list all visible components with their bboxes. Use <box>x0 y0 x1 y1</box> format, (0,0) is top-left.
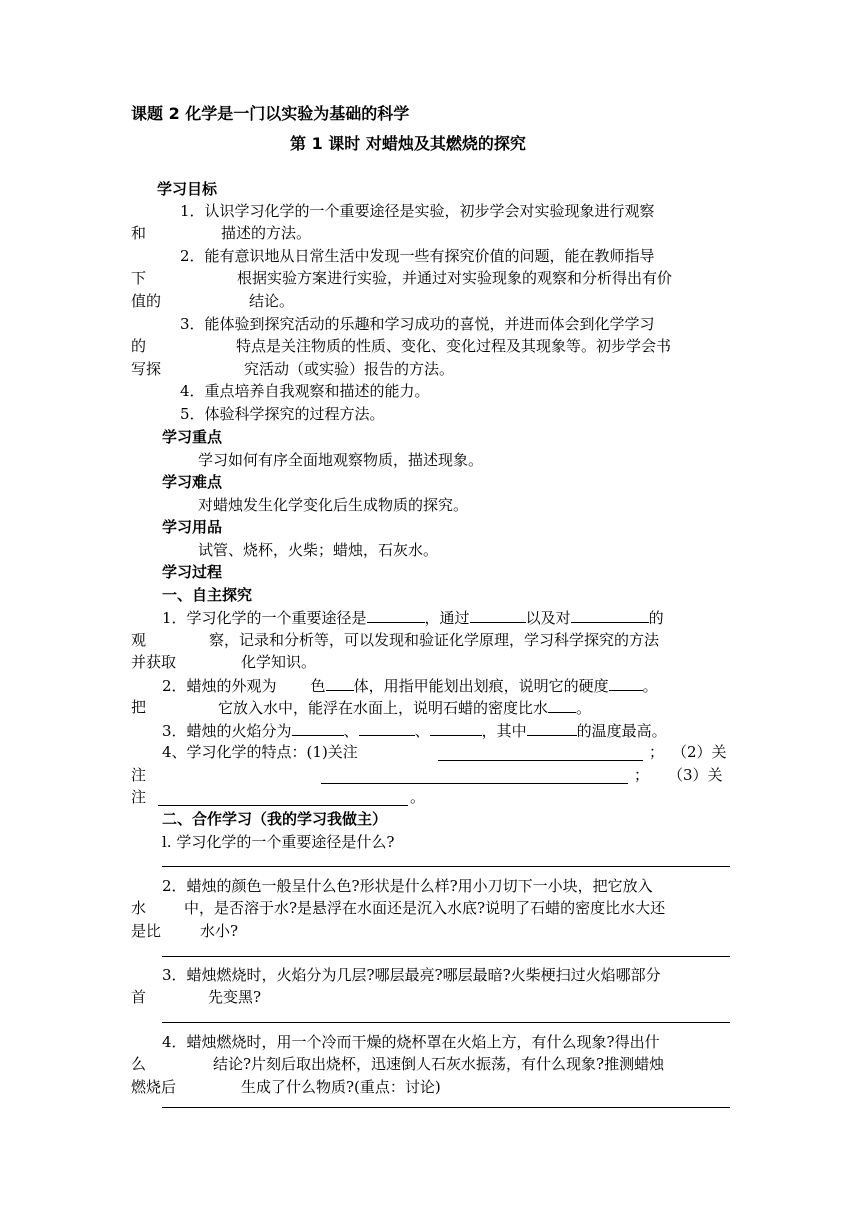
q2-blank-1[interactable] <box>326 674 354 691</box>
coop-question-1: l. 学习化学的一个重要途径是什么? <box>162 833 395 851</box>
q4-label-3: （3）关 <box>668 766 723 784</box>
objective-2-line-3-right: 结论。 <box>249 292 295 310</box>
q3-blank-2[interactable] <box>359 719 415 736</box>
objective-1-line-2-right: 描述的方法。 <box>221 224 312 242</box>
objective-3-line-3-left: 写探 <box>131 360 162 378</box>
question-1-line-1 <box>162 606 664 628</box>
q2-text-5: 它放入水中，能浮在水面上，说明石蜡的密度比水 <box>218 699 549 717</box>
objective-3-line-2-left: 的 <box>131 337 147 355</box>
objective-5: 5．体验科学探究的过程方法。 <box>180 405 385 423</box>
lesson-subtitle: 第 1 课时 对蜡烛及其燃烧的探究 <box>290 134 526 153</box>
materials-heading: 学习用品 <box>162 518 223 536</box>
q3-text-1: 3．蜡烛的火焰分为 <box>162 722 292 740</box>
answer-line-4[interactable] <box>162 1107 730 1108</box>
q3-blank-4[interactable] <box>527 719 577 736</box>
objective-4: 4．重点培养自我观察和描述的能力。 <box>180 382 430 400</box>
coop-question-2-line-2-right: 中，是否溶于水?是悬浮在水面还是沉入水底?说明了石蜡的密度比水大还 <box>184 899 666 917</box>
q4-semicolon-2: ； <box>634 766 650 784</box>
key-points-text: 学习如何有序全面地观察物质，描述现象。 <box>198 451 484 469</box>
q4-period: 。 <box>410 788 426 806</box>
objective-1-line-1: 1．认识学习化学的一个重要途径是实验，初步学会对实验现象进行观察 <box>180 202 655 220</box>
objective-3-line-1: 3．能体验到探究活动的乐趣和学习成功的喜悦，并进而体会到化学学习 <box>180 315 655 333</box>
coop-question-4-line-3-left: 燃烧后 <box>131 1078 177 1096</box>
q4-blank-2[interactable] <box>321 767 628 784</box>
q2-text-1: 2．蜡烛的外观为 <box>162 677 277 695</box>
q3-sep-2: 、 <box>414 722 430 740</box>
objective-1-line-2-left: 和 <box>131 224 147 242</box>
coop-question-4-line-2-right: 结论?片刻后取出烧杯，迅速倒人石灰水振荡，有什么现象?推测蜡烛 <box>213 1055 665 1073</box>
answer-line-3[interactable] <box>162 1022 730 1023</box>
coop-question-2-line-3-right: 水小? <box>200 922 239 940</box>
key-points-heading: 学习重点 <box>162 428 223 446</box>
lesson-title: 课题 2 化学是一门以实验为基础的科学 <box>131 104 410 123</box>
q3-sep-1: 、 <box>343 722 359 740</box>
q2-text-6: 。 <box>576 699 592 717</box>
materials-text: 试管、烧杯，火柴；蜡烛，石灰水。 <box>198 541 439 559</box>
coop-question-4-line-1: 4．蜡烛燃烧时，用一个冷而干燥的烧杯罩在火焰上方，有什么现象?得出什 <box>162 1033 660 1051</box>
q2-text-4: 。 <box>642 677 658 695</box>
q1-blank-1[interactable] <box>367 606 425 623</box>
question-1-line-3-left: 并获取 <box>131 653 177 671</box>
question-2-line-2-right <box>218 696 591 718</box>
coop-question-2-line-3-left: 是比 <box>131 922 162 940</box>
objectives-heading: 学习目标 <box>157 180 218 198</box>
q4-line-2-start: 注 <box>131 766 147 784</box>
q3-text-2: ，其中 <box>481 722 527 740</box>
answer-line-2[interactable] <box>162 956 730 957</box>
q1-text-2: ，通过 <box>424 609 470 627</box>
q2-blank-2[interactable] <box>609 674 643 691</box>
answer-line-1[interactable] <box>162 866 730 867</box>
objective-3-line-3-right: 究活动（或实验）报告的方法。 <box>244 360 455 378</box>
process-heading: 学习过程 <box>162 563 223 581</box>
question-1-line-2-left: 观 <box>131 631 147 649</box>
question-3 <box>162 719 667 741</box>
q2-blank-3[interactable] <box>548 696 576 713</box>
q4-label-2: （2）关 <box>672 743 727 761</box>
coop-question-2-line-2-left: 水 <box>131 899 147 917</box>
q4-semicolon-1: ； <box>649 743 665 761</box>
q1-text-1: 1．学习化学的一个重要途径是 <box>162 609 367 627</box>
q1-text-4: 的 <box>648 609 664 627</box>
question-1-line-2-right: 察，记录和分析等，可以发现和验证化学原理，学习科学探究的方法 <box>209 631 660 649</box>
coop-question-4-line-2-left: 么 <box>131 1055 147 1073</box>
q1-blank-2[interactable] <box>470 606 526 623</box>
q4-line-3-start: 注 <box>131 788 147 806</box>
q3-blank-1[interactable] <box>292 719 344 736</box>
question-1-line-3-right: 化学知识。 <box>241 653 317 671</box>
difficulty-heading: 学习难点 <box>162 473 223 491</box>
q4-blank-3[interactable] <box>158 789 408 806</box>
q1-text-3: 以及对 <box>525 609 571 627</box>
q2-text-3: 体，用指甲能划出划痕，说明它的硬度 <box>353 677 609 695</box>
objective-3-line-2-right: 特点是关注物质的性质、变化、变化过程及其现象等。初步学会书 <box>236 337 672 355</box>
q3-text-3: 的温度最高。 <box>576 722 667 740</box>
objective-2-line-2-left: 下 <box>131 269 147 287</box>
coop-question-2-line-1: 2．蜡烛的颜色一般呈什么色?形状是什么样?用小刀切下一小块，把它放入 <box>162 877 653 895</box>
question-4-line-1-text: 4、学习化学的特点：(1)关注 <box>162 743 358 761</box>
coop-question-3-line-2-left: 首 <box>131 988 147 1006</box>
section-2-heading: 二、合作学习（我的学习我做主） <box>162 810 388 828</box>
objective-2-line-1: 2．能有意识地从日常生活中发现一些有探究价值的问题，能在教师指导 <box>180 247 655 265</box>
q2-text-2: 色 <box>310 677 326 695</box>
question-2-line-1 <box>162 674 658 696</box>
section-1-heading: 一、自主探究 <box>162 586 253 604</box>
coop-question-3-line-1: 3．蜡烛燃烧时，火焰分为几层?哪层最亮?哪层最暗?火柴梗扫过火焰哪部分 <box>162 966 661 984</box>
objective-2-line-2-right: 根据实验方案进行实验，并通过对实验现象的观察和分析得出有价 <box>237 269 673 287</box>
coop-question-3-line-2-right: 先变黑? <box>208 988 262 1006</box>
q4-blank-1[interactable] <box>438 744 643 761</box>
difficulty-text: 对蜡烛发生化学变化后生成物质的探究。 <box>198 496 469 514</box>
objective-2-line-3-left: 值的 <box>131 292 162 310</box>
question-2-line-2-left: 把 <box>131 698 147 716</box>
q1-blank-3[interactable] <box>571 606 649 623</box>
coop-question-4-line-3-right: 生成了什么物质?(重点：讨论) <box>241 1078 441 1096</box>
q3-blank-3[interactable] <box>430 719 482 736</box>
